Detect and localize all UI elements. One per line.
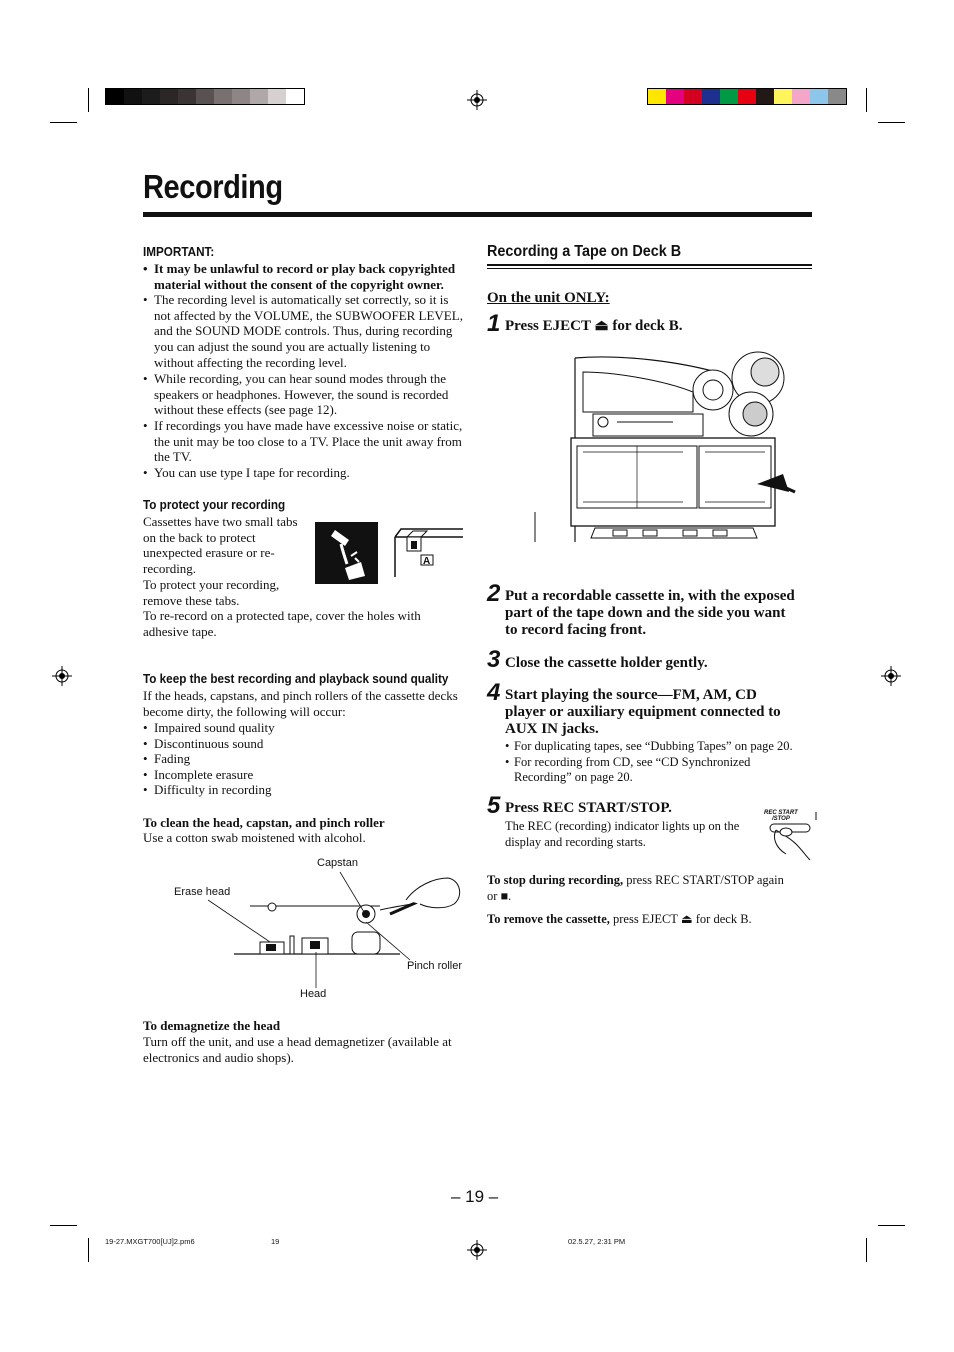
finger-press-icon [762,808,818,862]
important-bullet: • You can use type I tape for recording. [143,465,350,480]
crop-mark [50,122,77,123]
color-swatch [756,89,774,104]
stop-recording-note: To stop during recording, press REC START/STOP again or ■. [487,873,784,903]
clean-text: Use a cotton swab moistened with alcohol. [143,830,366,845]
quality-bullet: • Difficulty in recording [143,782,272,798]
unit-only-label: On the unit ONLY: [487,290,610,306]
footer-page: 19 [271,1237,280,1246]
color-swatch [160,89,178,104]
color-swatch [268,89,286,104]
demag-text: Turn off the unit, and use a head demagnetizer (available at electronics and audio shops). [143,1034,452,1065]
step-text: Put a recordable cassette in, with the exposed part of the tape down and the side you want to record facing front. [505,588,795,638]
crop-mark [878,122,905,123]
label-head: Head [300,988,327,1000]
color-swatch [720,89,738,104]
color-swatch [684,89,702,104]
quality-heading: To keep the best recording and playback sound quality [143,671,449,686]
color-calibration-bar [647,88,847,105]
crop-mark [878,1225,905,1226]
color-swatch [774,89,792,104]
step-number: 4 [487,679,501,706]
step-number: 1 [487,310,501,337]
gray-calibration-bar [105,88,305,105]
color-swatch [124,89,142,104]
crop-mark [50,1225,77,1226]
label-pinch-roller: Pinch roller [407,960,463,972]
clean-heading: To clean the head, capstan, and pinch roller [143,815,385,830]
remove-cassette-note: To remove the cassette, press EJECT ⏏ for deck B. [487,912,752,926]
color-swatch [702,89,720,104]
footer-date: 02.5.27, 2:31 PM [568,1237,626,1246]
color-swatch [232,89,250,104]
quality-intro: If the heads, capstans, and pinch rollers of the cassette decks become dirty, the following will occur: [143,688,458,719]
stereo-unit-illustration [533,352,795,554]
fig-label-a: A [423,556,431,567]
section-rule-thin [487,268,812,269]
important-bullet: • While recording, you can hear sound modes through the speakers or headphones. However, the sound is recorded without these effects (see page 12). [143,371,449,418]
color-swatch [178,89,196,104]
section-heading: Recording a Tape on Deck B [487,243,682,260]
color-swatch [250,89,268,104]
step-number: 5 [487,792,501,819]
registration-mark-icon [467,90,487,110]
quality-bullet: • Incomplete erasure [143,766,254,782]
step-number: 2 [487,580,501,607]
color-swatch [142,89,160,104]
rec-button-label: REC START /STOP [764,810,798,822]
step-text: Close the cassette holder gently. [505,655,708,671]
diagram-leaders [200,870,463,990]
color-swatch [648,89,666,104]
crop-mark [866,88,867,112]
step-text: Press EJECT ⏏ for deck B. [505,318,683,334]
registration-mark-icon [52,666,72,686]
quality-bullet: • Fading [143,751,191,767]
label-erase-head: Erase head [174,886,231,898]
color-swatch [666,89,684,104]
color-swatch [792,89,810,104]
quality-bullet: • Discontinuous sound [143,735,264,751]
color-swatch [810,89,828,104]
section-rule [487,264,812,266]
color-swatch [738,89,756,104]
crop-mark [866,1238,867,1262]
demag-heading: To demagnetize the head [143,1018,281,1033]
protect-heading: To protect your recording [143,497,286,512]
step-text: Start playing the source—FM, AM, CD player or auxiliary equipment connected to AUX IN jacks. [505,687,781,737]
color-swatch [828,89,846,104]
registration-mark-icon [467,1240,487,1260]
color-swatch [106,89,124,104]
page-title: Recording [143,168,283,205]
step-text: Press REC START/STOP. [505,800,672,816]
protect-text: Cassettes have two small tabs on the back to protect unexpected erasure or re- recording. To protect your recording, remove these tabs. To re-record on a protected tape, cover the holes with adhesive tape. [143,514,421,639]
page-number: – 19 – [451,1187,499,1206]
footer-file: 19-27.MXGT700[UJ]2.pm6 [105,1237,195,1246]
step-number: 3 [487,646,501,673]
title-rule [143,212,812,217]
crop-mark [88,1238,89,1262]
color-swatch [196,89,214,104]
registration-mark-icon [881,666,901,686]
important-bullet: • It may be unlawful to record or play back copyrighted material without the consent of the copyright owner. [143,261,456,292]
color-swatch [214,89,232,104]
step4-notes: • For duplicating tapes, see “Dubbing Tapes” on page 20. • For recording from CD, see “CD Synchronized Recording” on page 20. [505,739,793,784]
color-swatch [286,89,304,104]
quality-bullet: • Impaired sound quality [143,720,275,735]
cassette-tab-illustration [393,523,465,579]
important-bullet: • If recordings you have made have excessive noise or static, the unit may be too close to a TV. Place the unit away from the TV. [143,418,463,465]
step5-sub: The REC (recording) indicator lights up on the display and recording starts. [505,819,740,849]
crop-mark [88,88,89,112]
label-capstan: Capstan [317,857,358,869]
important-heading: IMPORTANT: [143,244,215,259]
important-bullet: • The recording level is automatically set correctly, so it is not affected by the VOLUME, the SUBWOOFER LEVEL, and the SOUND MODE controls. Thus, during recording you can adjust the sound you are actually listening to without affecting the recording level. [143,292,463,370]
tab-removal-illustration [315,522,379,585]
